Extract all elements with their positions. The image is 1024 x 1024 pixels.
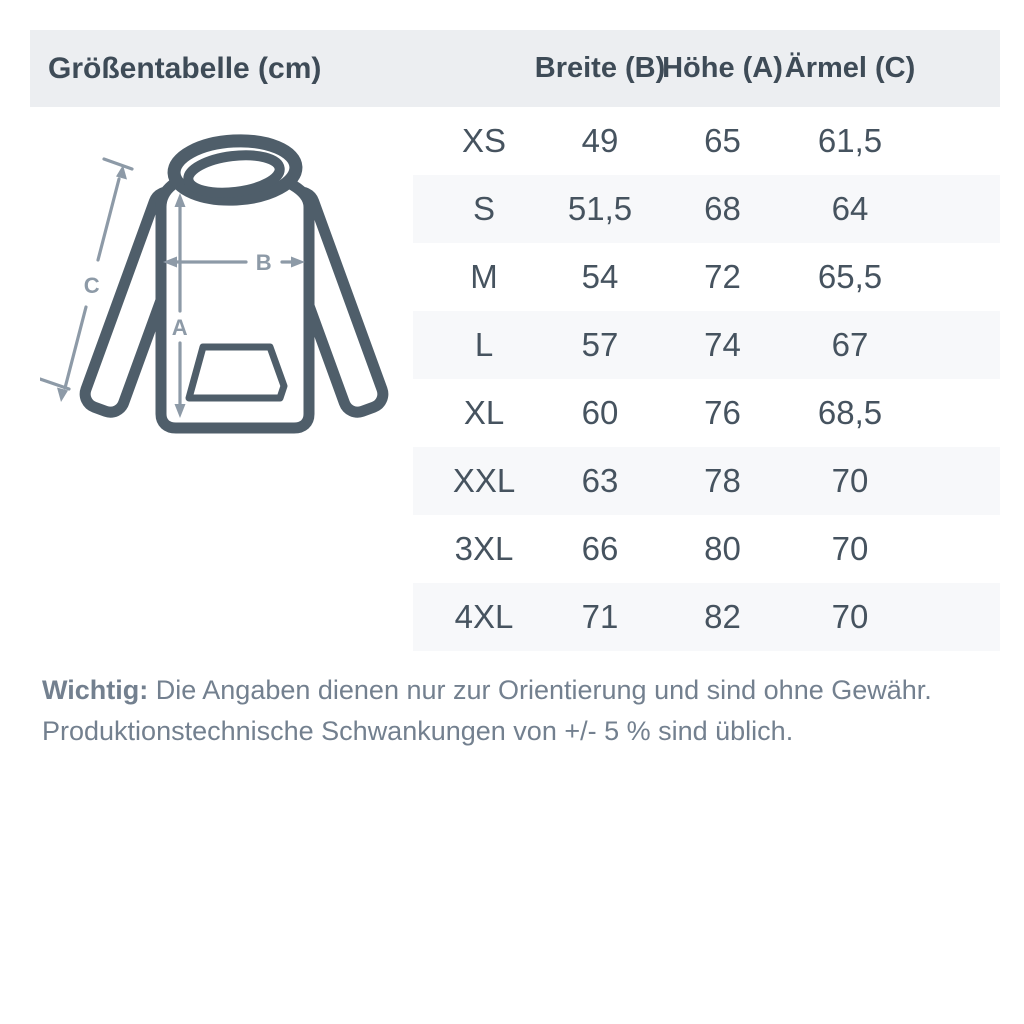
size-label: XL xyxy=(463,394,505,431)
size-label: L xyxy=(474,326,494,363)
hoodie-icon xyxy=(40,115,420,455)
size-table xyxy=(413,107,1000,651)
aermel-value: 64 xyxy=(831,190,869,227)
breite-value: 63 xyxy=(581,462,619,499)
breite-value: 54 xyxy=(581,258,619,295)
breite-value: 49 xyxy=(581,122,619,159)
breite-value: 71 xyxy=(581,598,619,635)
breite-value: 66 xyxy=(581,530,619,567)
table-row xyxy=(413,447,1000,515)
disclaimer-text-2: Produktionstechnische Schwankungen von +/- 5 % sind üblich. xyxy=(42,716,794,746)
size-label: 4XL xyxy=(454,598,514,635)
table-row xyxy=(413,515,1000,583)
column-header-aermel: Ärmel (C) xyxy=(784,52,916,84)
hoodie-pocket xyxy=(189,347,284,398)
hoodie-measurement-diagram xyxy=(40,115,420,455)
table-row xyxy=(413,107,1000,175)
measure-label-b: B xyxy=(255,250,273,275)
breite-value: 57 xyxy=(581,326,619,363)
disclaimer-note xyxy=(42,670,1002,752)
measure-label-a: A xyxy=(171,315,189,340)
hoehe-value: 68 xyxy=(704,190,741,227)
size-label: XXL xyxy=(452,462,516,499)
column-header-hoehe: Höhe (A) xyxy=(662,52,783,84)
hoehe-value: 72 xyxy=(704,258,741,295)
aermel-value: 70 xyxy=(831,598,869,635)
measure-label-c: C xyxy=(83,273,101,298)
measure-c-line xyxy=(98,179,119,260)
hoehe-value: 78 xyxy=(704,462,741,499)
size-label: XS xyxy=(461,122,507,159)
page-title: Größentabelle (cm) xyxy=(48,52,322,85)
hoehe-value: 65 xyxy=(704,122,741,159)
table-row xyxy=(413,243,1000,311)
important-label: Wichtig: xyxy=(42,675,149,705)
hoehe-value: 76 xyxy=(704,394,741,431)
table-row xyxy=(413,311,1000,379)
hoehe-value: 80 xyxy=(704,530,741,567)
breite-value: 60 xyxy=(581,394,619,431)
table-row xyxy=(413,175,1000,243)
aermel-value: 70 xyxy=(831,530,869,567)
column-headers xyxy=(413,30,1000,107)
size-label: S xyxy=(472,190,495,227)
size-label: M xyxy=(470,258,498,295)
aermel-value: 68,5 xyxy=(817,394,883,431)
disclaimer-line-2 xyxy=(42,711,1002,752)
disclaimer-text-1: Die Angaben dienen nur zur Orientierung und sind ohne Gewähr. xyxy=(155,675,932,705)
table-row xyxy=(413,379,1000,447)
disclaimer-line-1 xyxy=(42,670,1002,711)
size-label: 3XL xyxy=(454,530,514,567)
aermel-value: 70 xyxy=(831,462,869,499)
measure-c-line xyxy=(65,307,86,388)
column-spacer xyxy=(413,30,555,107)
table-header-band xyxy=(30,30,1000,107)
breite-value: 51,5 xyxy=(567,190,633,227)
column-header-breite: Breite (B) xyxy=(534,52,666,84)
aermel-value: 65,5 xyxy=(817,258,883,295)
aermel-value: 67 xyxy=(831,326,869,363)
measure-c-tick xyxy=(104,159,132,169)
hoehe-value: 82 xyxy=(704,598,741,635)
aermel-value: 61,5 xyxy=(817,122,883,159)
hoehe-value: 74 xyxy=(704,326,741,363)
table-row xyxy=(413,583,1000,651)
